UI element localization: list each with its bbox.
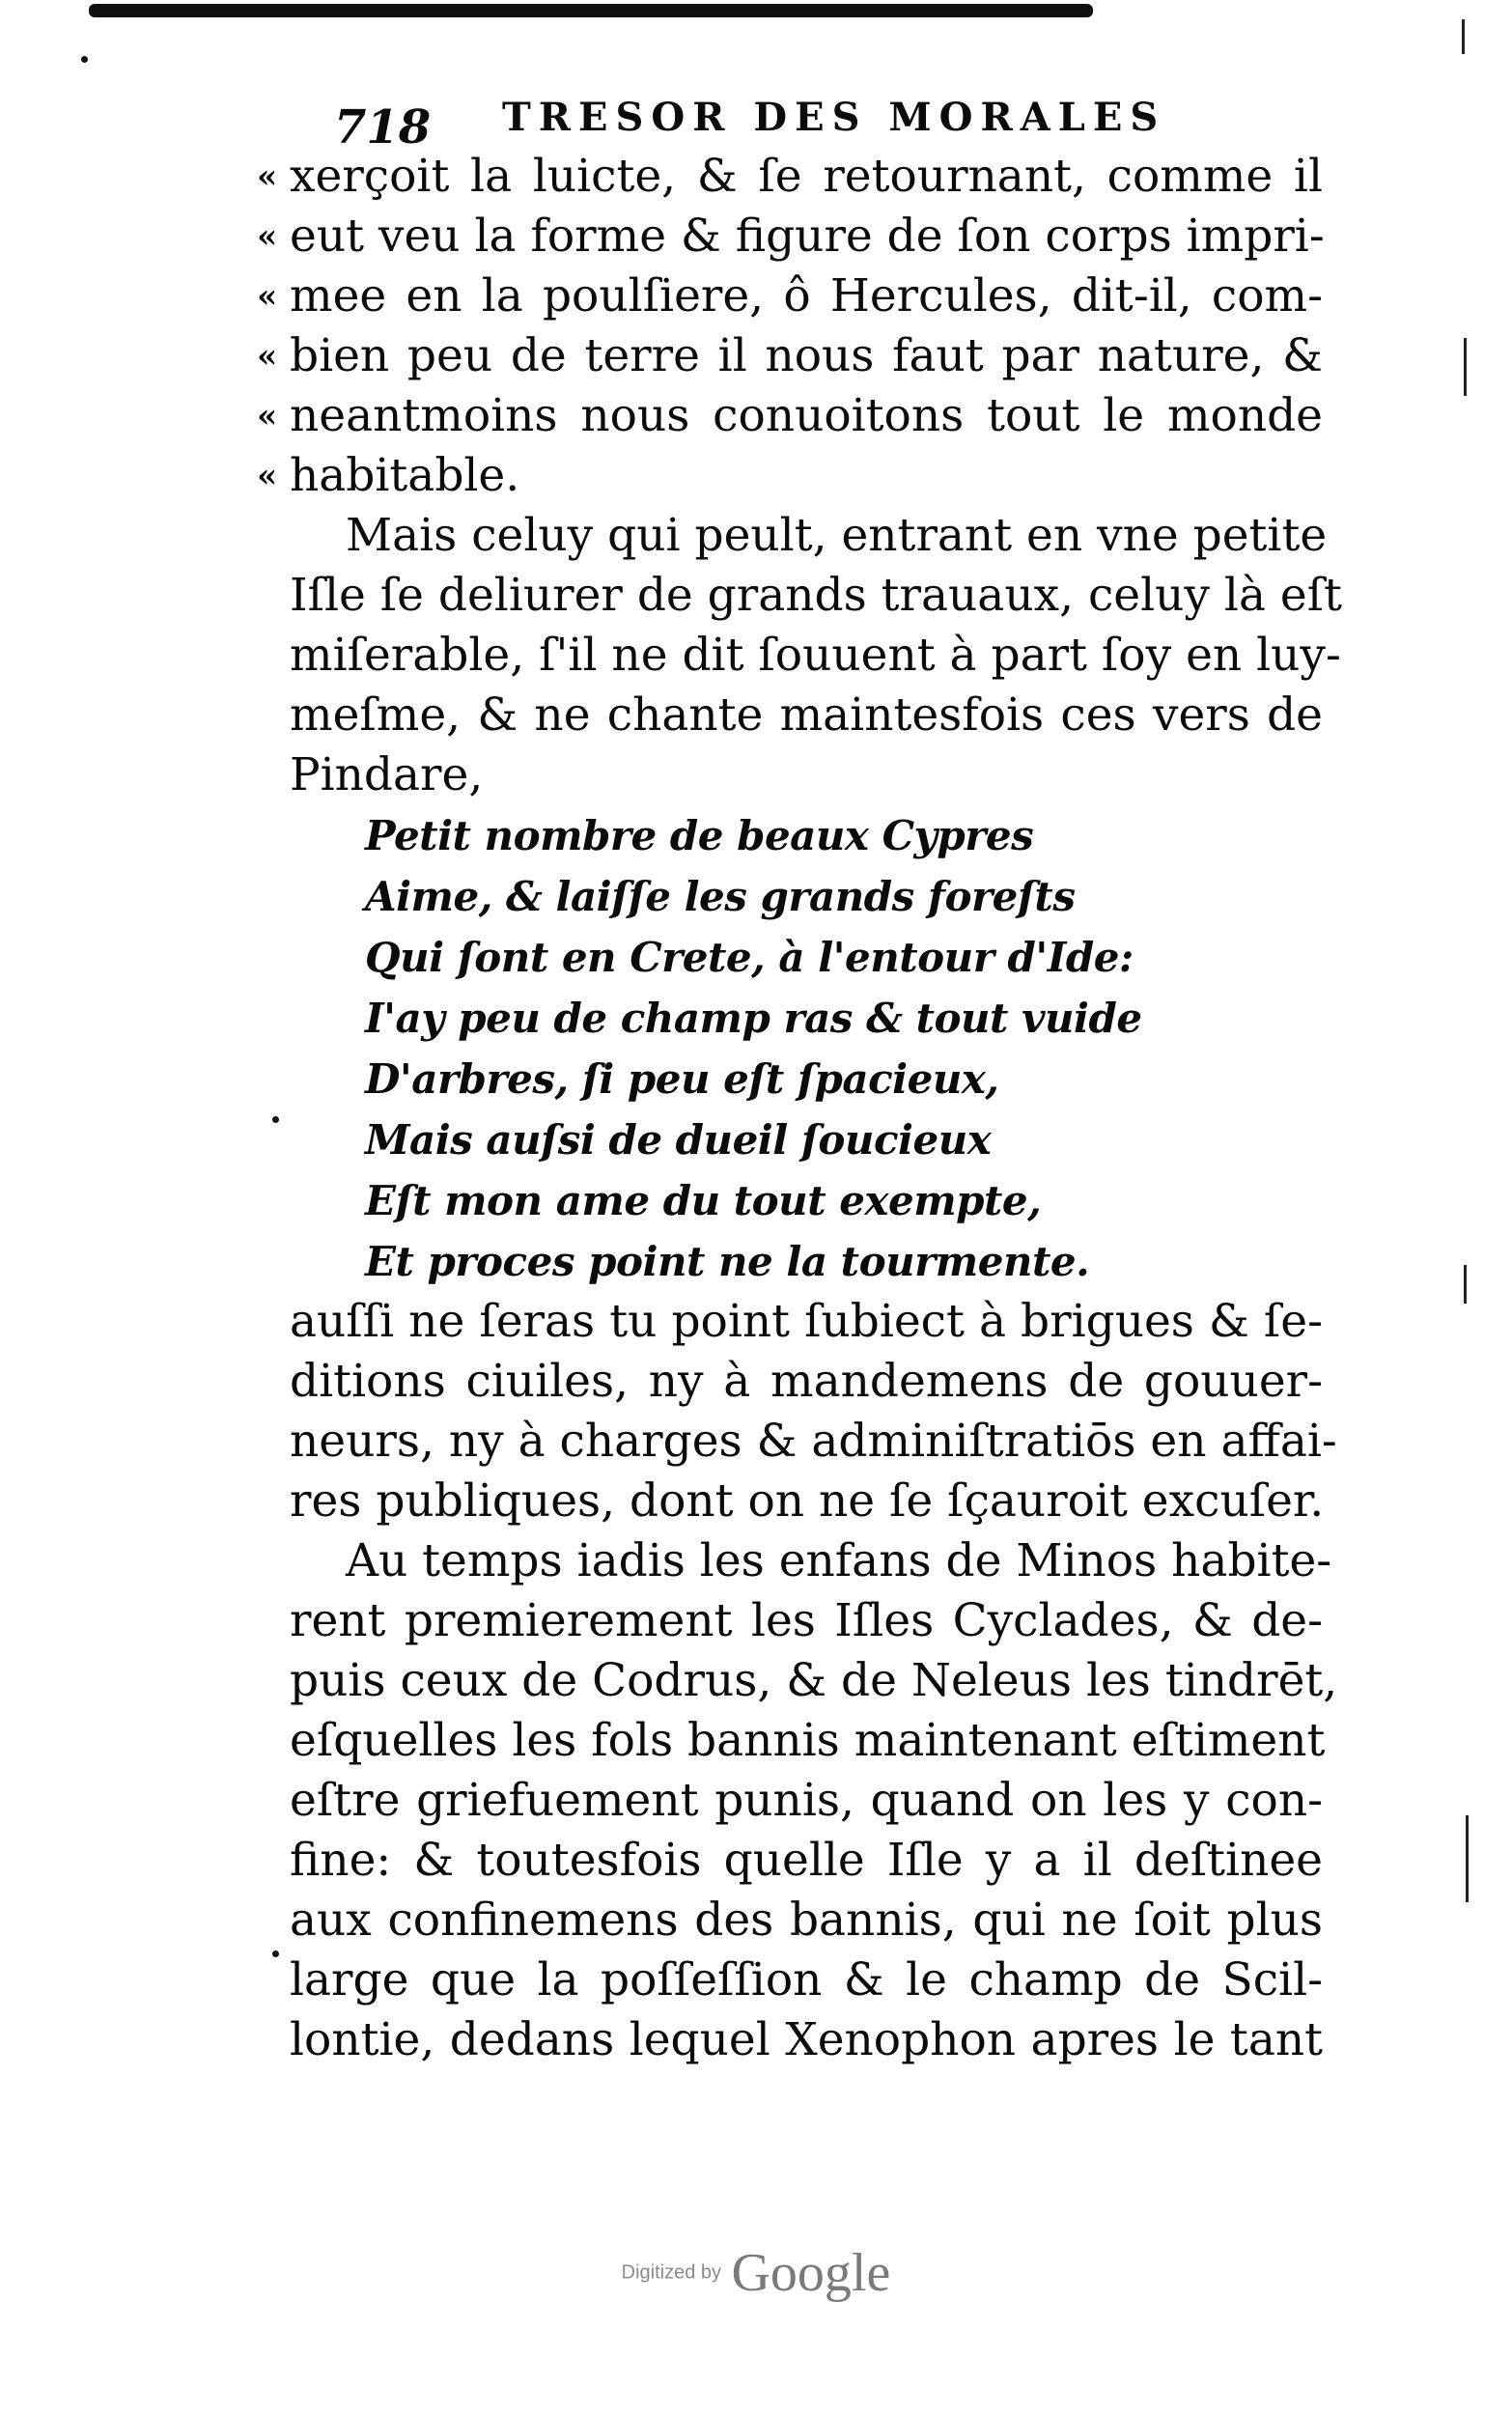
text-line: meſme, & ne chante maintesfois ces vers de: [290, 688, 1323, 742]
verse-line: Eſt mon ame du tout exempte,: [365, 1177, 1042, 1224]
text-line: neurs, ny à charges & adminiſtratiōs en affai-: [290, 1415, 1337, 1468]
text-line: « xerçoit la luicte, & ſe retournant, comme il: [290, 147, 1323, 207]
scan-edge-mark: [1466, 1815, 1469, 1902]
scan-speck: [272, 1116, 279, 1123]
verse-line: Mais auſsi de dueil ſoucieux: [365, 1116, 992, 1164]
text-line: eſtre griefuement punis, quand on les y con-: [290, 1774, 1323, 1827]
verse-line: Et proces point ne la tourmente.: [365, 1238, 1090, 1285]
text-line: « habitable.: [290, 446, 1323, 506]
scan-speck: [272, 1951, 279, 1957]
text-line: Mais celuy qui peult, entrant en vne petite: [346, 509, 1328, 562]
text-line: lontie, dedans lequel Xenophon apres le tant: [290, 2013, 1323, 2066]
scan-edge-mark: [1462, 19, 1465, 54]
text-line: auſſi ne ſeras tu point ſubiect à brigues & ſe-: [290, 1295, 1323, 1348]
text-block: [257, 147, 1342, 2070]
quote-mark: «: [257, 157, 278, 196]
quote-mark: «: [257, 337, 278, 376]
verse-line: D'arbres, ſi peu eſt ſpacieux,: [365, 1055, 999, 1103]
text-line: large que la poſſeſſion & le champ de Scil-: [290, 1953, 1323, 2007]
text-line: ditions ciuiles, ny à mandemens de gouuer-: [290, 1355, 1323, 1408]
text-line: rent premierement les Iſles Cyclades, & de-: [290, 1594, 1323, 1647]
running-head: TRESOR DES MORALES: [502, 95, 1166, 140]
text-line: eſquelles les fols bannis maintenant eſtiment: [290, 1714, 1326, 1767]
google-wordmark: Google: [731, 2243, 891, 2303]
text-line: fine: & toutesfois quelle Iſle y a il deſtinee: [290, 1834, 1323, 1887]
text-line: Au temps iadis les enfans de Minos habite-: [346, 1534, 1332, 1587]
text-line: « eut veu la forme & figure de ſon corps impri-: [290, 207, 1323, 267]
paragraph: [290, 1531, 1342, 2070]
paragraph-quote: [257, 147, 1342, 506]
text-line: « bien peu de terre il nous faut par nature, &: [290, 326, 1323, 386]
scan-edge-top: [89, 4, 1093, 17]
text-line: res publiques, dont on ne ſe ſçauroit excuſer.: [290, 1474, 1325, 1528]
text-line: « mee en la poulſiere, ô Hercules, dit-il, com-: [290, 267, 1323, 326]
page-number: 718: [334, 100, 432, 154]
quote-mark: «: [257, 277, 278, 316]
text-line: miſerable, ſ'il ne dit ſouuent à part ſoy en luy-: [290, 629, 1341, 682]
quote-mark: «: [257, 397, 278, 435]
verse-line: Petit nombre de beaux Cypres: [365, 812, 1034, 859]
text-line: « neantmoins nous conuoitons tout le monde: [290, 386, 1323, 446]
text-line: Iſle ſe deliurer de grands trauaux, celuy là eſt: [290, 569, 1342, 622]
text-line: puis ceux de Codrus, & de Neleus les tindrēt,: [290, 1654, 1338, 1707]
text-line: Pindare,: [290, 748, 484, 801]
verse-line: I'ay peu de champ ras & tout vuide: [365, 995, 1142, 1042]
scan-speck: [81, 56, 88, 63]
quote-mark: «: [257, 217, 278, 256]
verse-line: Qui ſont en Crete, à l'entour d'Ide:: [365, 934, 1134, 981]
scan-edge-mark: [1464, 1265, 1467, 1304]
verse-block: [290, 805, 1342, 1292]
paragraph: [290, 506, 1342, 805]
text-line: aux confinemens des bannis, qui ne ſoit plus: [290, 1894, 1323, 1947]
verse-line: Aime, & laiſſe les grands foreſts: [365, 873, 1076, 920]
digitized-by-label: Digitized by: [621, 2261, 722, 2284]
paragraph: [290, 1292, 1342, 1531]
digitized-watermark: [0, 2242, 1512, 2304]
scan-edge-mark: [1464, 338, 1467, 396]
quote-mark: «: [257, 457, 278, 495]
